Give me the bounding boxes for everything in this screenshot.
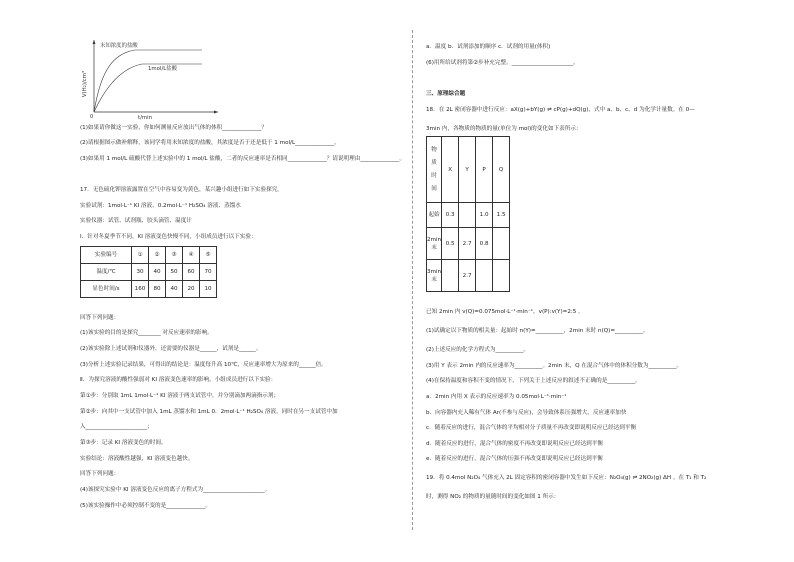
r-question-1: (1)试确定以下物质的相关量：起始时 n(Y)=__________，2min 末时 n(Q)=__________。: [426, 328, 649, 334]
option-b: b．向容器内充入稀有气体 Ar(不参与反应)，会导致体系压强增大，反应速率加快: [426, 410, 627, 416]
table-cell: ②: [149, 247, 166, 264]
table-cell: 0.8: [476, 228, 493, 260]
answer-prompt: 回答下列问题：: [80, 315, 120, 321]
table-cell: 2.7: [459, 228, 476, 260]
curve-unknown-acid: [94, 50, 202, 112]
table-cell: 70: [200, 264, 217, 281]
option-a: a．2min 内用 X 表示的反应速率为 0.05mol·L⁻¹·min⁻¹: [426, 394, 567, 400]
r-question-2: (2)上述反应的化学方程式为__________。: [426, 347, 530, 353]
answer-prompt-2: 回答下列问题：: [80, 471, 120, 477]
curve-lower-label: 1mol/L盐酸: [148, 66, 178, 72]
temperature-table: [80, 246, 217, 298]
part-1-heading: Ⅰ．针对冬夏季节不同，KI 溶液变色快慢不同，小组成员进行以下实验：: [80, 234, 257, 240]
answer-3: (3)分析上述实验记录结果，可得出的结论是：温度每升高 10℃，反应速率增大为原来的______倍。: [80, 362, 327, 368]
table-cell: 0.3: [442, 203, 459, 228]
step-1: 第①步：分别取 1mL 1mol·L⁻¹ KI 溶液于两支试管中，并分别滴加两滴指示剂；: [80, 393, 280, 399]
x-axis-label: t/min: [138, 115, 153, 120]
question-1: (1)如果请你做这一实验，你如何测量反应放出气体的体积______________？: [80, 125, 267, 131]
question-3: (3)如果用 1 mol/L 硫酸代替上述实验中的 1 mol/L 盐酸，二者的反应速率是否相同______________？请说明理由______________。: [80, 156, 406, 162]
table-cell: [476, 260, 493, 292]
table-header-row: [81, 247, 217, 264]
table-cell: [493, 228, 510, 260]
page-fold-divider: [412, 30, 413, 530]
table-cell: ①: [132, 247, 149, 264]
table-cell: P: [476, 137, 493, 203]
options-line: a．温度 b．试剂添加的顺序 c．试剂的用量(体积): [426, 44, 551, 50]
table-cell: 温度/℃: [81, 264, 132, 281]
curve-upper-label: 未知浓度的盐酸: [100, 43, 138, 49]
table-row: [81, 281, 217, 298]
table-row: [427, 203, 510, 228]
table-cell: 60: [183, 264, 200, 281]
table-cell: 2.7: [459, 260, 476, 292]
step-3: 第③步：记录 KI 溶液变色的时间。: [80, 440, 167, 446]
table-cell: 1.5: [493, 203, 510, 228]
table-cell: ③: [166, 247, 183, 264]
r-question-4: (4)在保持温度和容积不变的情况下，下列关于上述反应的叙述不正确的是__________。: [426, 378, 641, 384]
table-cell: ④: [183, 247, 200, 264]
table-cell: 实验编号: [81, 247, 132, 264]
problem-18-continued: 3min 内，各物质的物质的量(单位为 mol)的变化如下表所示：: [426, 126, 582, 132]
table-row: [81, 264, 217, 281]
table-cell: [493, 260, 510, 292]
table-corner-cell: 物 质 时 间: [427, 137, 442, 203]
section-3-heading: 三、原理综合题: [426, 91, 466, 97]
step-2-continued: 入______________________；: [80, 424, 153, 430]
option-e: e．随着反应的进行，混合气体的压强不再改变即说明反应已经达到平衡: [426, 456, 603, 462]
origin-label: 0: [90, 114, 94, 120]
table-cell: 40: [149, 264, 166, 281]
table-cell: Q: [493, 137, 510, 203]
y-axis-arrow: [93, 40, 96, 44]
question-2: (2)请根据图示做补解释，该同学将用未知浓度的盐酸，其浓度是否于还是低于 1 mol/L______________。: [80, 140, 340, 146]
table-cell: ⑤: [200, 247, 217, 264]
table-cell: 1.0: [476, 203, 493, 228]
answer-4: (4)该探究实验中 KI 溶液变色反应的离子方程式为______________________。: [80, 487, 271, 493]
reagents-line: 实验试剂：1mol·L⁻¹ KI 溶液、0.2mol·L⁻¹ H₂SO₄ 溶液、蒸馏水: [80, 203, 241, 209]
table-cell: X: [442, 137, 459, 203]
step-2: 第②步：向其中一支试管中加入 1mL 蒸馏水和 1mL 0．2mol·L⁻¹ H₂SO₄ 溶液，同时在另一支试管中加: [80, 409, 338, 415]
answer-2: (2)该实验除上述试剂和仪器外，还需要的仪器是______，试剂是______。: [80, 346, 262, 352]
table-cell: 30: [132, 264, 149, 281]
problem-19: 19．将 0.4mol N₂O₄ 气体充入 2L 固定容积的密闭容器中发生如下反应：N₂O₄(g) ⇌ 2NO₂(g) ΔH 。在 T₁ 和 T₂: [426, 475, 707, 481]
table-cell: 10: [200, 281, 217, 298]
table-row: [427, 228, 510, 260]
table-cell: Y: [459, 137, 476, 203]
answer-5: (5)该实验操作中必须控制不变的是______________。: [80, 503, 211, 509]
gas-volume-graph: [80, 38, 220, 120]
option-c: c．随着反应的进行，混合气体的平均相对分子质量不再改变即说明反应已经达到平衡: [426, 425, 637, 431]
substance-amount-table: [426, 136, 510, 292]
instruments-line: 实验仪器：试管、试剂瓶、胶头滴管、温度计: [80, 218, 192, 224]
table-cell: 40: [166, 281, 183, 298]
known-condition: 已知 2min 内 v(Q)=0.075mol·L⁻¹·min⁻¹，v(P):v(Y)=2:5 。: [426, 309, 584, 315]
answer-1: (1)该实验的目的是探究________ 对反应速率的影响。: [80, 330, 213, 336]
y-axis-label: V(H₂)/cm³: [82, 70, 88, 98]
part-2-heading: Ⅱ．为探究溶液的酸性强弱对 KI 溶液变色速率的影响，小组成员进行以下实验：: [80, 377, 277, 383]
table-cell: 160: [132, 281, 149, 298]
table-cell: 显色时间/s: [81, 281, 132, 298]
table-cell: [442, 260, 459, 292]
table-cell: 2min末: [427, 228, 442, 260]
question-6: (6)用所给试剂将第②步补充完整。______________________。: [426, 60, 579, 66]
table-cell: 起始: [427, 203, 442, 228]
experiment-conclusion: 实验结论：溶液酸性越强，KI 溶液变色越快。: [80, 456, 194, 462]
table-row: [427, 260, 510, 292]
table-cell: 0.5: [442, 228, 459, 260]
table-cell: 3min末: [427, 260, 442, 292]
problem-19-continued: 时，测得 NO₂ 的物质的量随时间的变化如图 1 所示：: [426, 494, 560, 500]
table-cell: 20: [183, 281, 200, 298]
r-question-3: (3)用 Y 表示 2min 内的反应速率为__________。2min 末，Q 在混合气体中的体积分数为__________。: [426, 363, 683, 369]
table-cell: [459, 203, 476, 228]
table-cell: 50: [166, 264, 183, 281]
table-header-row: [427, 137, 510, 203]
option-d: d．随着反应的进行，混合气体的密度不再改变即说明反应已经达到平衡: [426, 441, 603, 447]
problem-17-intro: 17．无色硫化钾溶液露置在空气中容易变为黄色，某兴趣小组进行如下实验探究。: [80, 187, 283, 193]
x-axis-arrow: [214, 111, 218, 114]
problem-18: 18．在 2L 密闭容器中进行反应：aX(g)+bY(g) ⇌ cP(g)+dQ(g)，式中 a、b、c、d 为化学计量数。在 0—: [426, 107, 695, 113]
table-cell: 80: [149, 281, 166, 298]
